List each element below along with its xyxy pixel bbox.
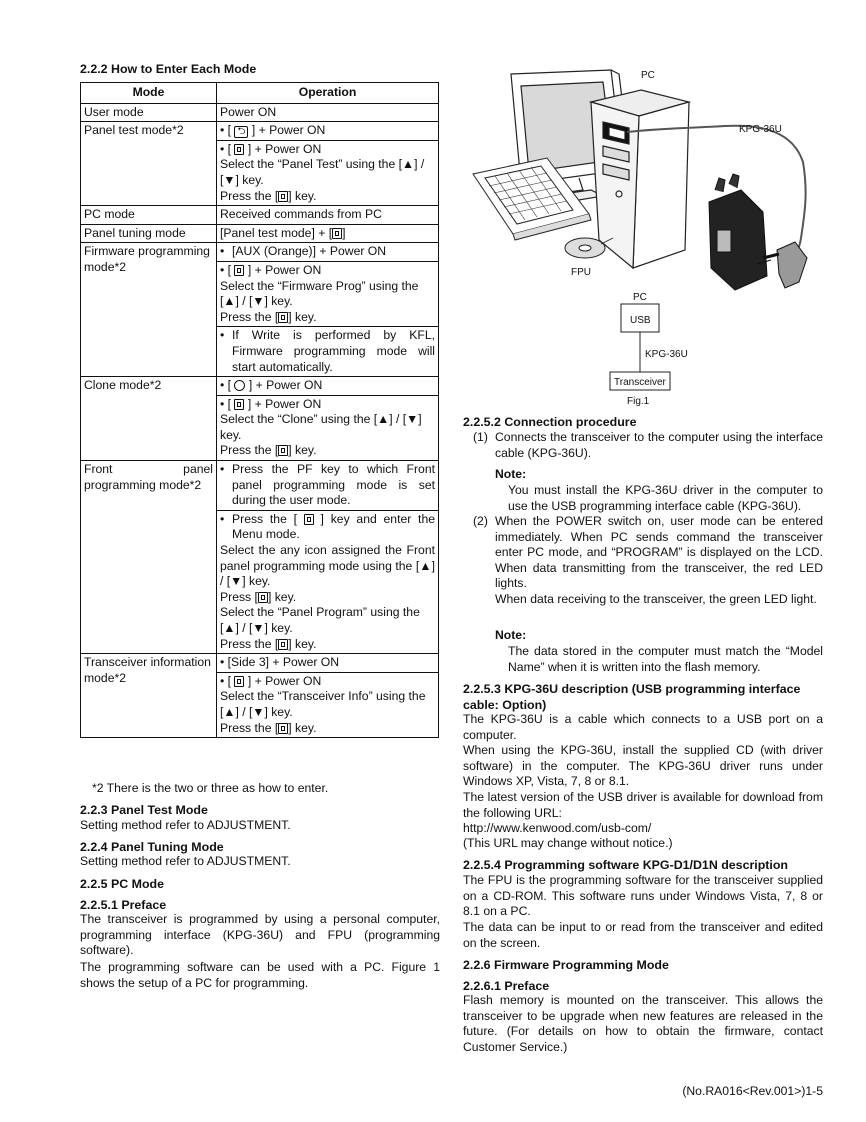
paragraph: The latest version of the USB driver is available for download from the following URL:: [463, 790, 823, 820]
step-1: [463, 430, 823, 461]
menu-key-icon: [278, 312, 288, 323]
operation-text: Press the [: [232, 511, 298, 526]
operation-text: ] + Power ON: [251, 123, 326, 138]
operation-text: ] key.: [288, 720, 317, 735]
paragraph: Setting method refer to ADJUSTMENT.: [80, 854, 291, 868]
section-heading-2-2-2: 2.2.2 How to Enter Each Mode: [80, 62, 257, 76]
mode-cell: Panel tuning mode: [81, 224, 217, 243]
block-label-pc: PC: [633, 292, 647, 303]
operation-text: ] + Power ON: [247, 673, 322, 688]
paragraph: The programming software can be used with a PC. Figure 1 shows the setup of a PC for programming.: [80, 960, 440, 990]
step-text: When the POWER switch on, user mode can be entered immediately. When PC sends command the transceiver enter PC mode, and “PROGRAM” is displayed on the LCD. When data transmitting from the transceiver, the red LED lights.: [495, 514, 823, 591]
table-row: [81, 461, 439, 511]
operation-cell: • [ ⮌ ] + Power ON: [217, 122, 439, 141]
table-row: [81, 103, 439, 122]
table-row: [81, 654, 439, 673]
table-row: [81, 206, 439, 225]
operation-text: Select the “Panel Test” using the [▲] / [▼] key.: [220, 157, 425, 187]
block-label-kpg-36u: KPG-36U: [645, 349, 688, 360]
menu-key-icon: [278, 191, 288, 202]
operation-text: [Side 3] + Power ON: [227, 655, 340, 670]
operation-text: Press [: [220, 589, 258, 604]
note-heading: Note:: [495, 467, 527, 481]
operation-cell: • [ ] + Power ON Select the “Clone” using the [▲] / [▼] key. Press the [ ] key.: [217, 395, 439, 460]
operation-text: ] + Power ON: [247, 396, 322, 411]
step-2: [463, 514, 823, 608]
step-text: Connects the transceiver to the computer using the interface cable (KPG-36U).: [495, 430, 823, 460]
mode-cell: Transceiver information mode*2: [81, 654, 217, 738]
paragraph: Setting method refer to ADJUSTMENT.: [80, 818, 291, 832]
operation-text: Select the any icon assigned the Front panel programming mode using the [▲] / [▼] key.: [220, 543, 435, 589]
mode-cell: Clone mode*2: [81, 377, 217, 461]
operation-text: Press the [: [220, 443, 279, 458]
pc-setup-figure: [463, 62, 843, 412]
menu-key-icon: [258, 592, 268, 603]
menu-key-icon: [304, 514, 314, 525]
footnote: *2 There is the two or three as how to enter.: [92, 781, 329, 795]
operation-cell: Received commands from PC: [217, 206, 439, 225]
operation-text: ] + Power ON: [247, 262, 322, 277]
circle-key-icon: [234, 380, 245, 391]
section-heading-2-2-5: 2.2.5 PC Mode: [80, 877, 165, 891]
operation-cell: • [ ] + Power ON Select the “Panel Test” using the [▲] / [▼] key. Press the [ ] key.: [217, 140, 439, 205]
label-fpu: FPU: [571, 267, 591, 278]
figure-caption: Fig.1: [627, 396, 650, 407]
table-header-row: [81, 83, 439, 104]
block-label-transceiver: Transceiver: [614, 377, 666, 388]
operation-text: Select the “Panel Program” using the [▲] / [▼] key.: [220, 605, 420, 635]
note-text: The data stored in the computer must match the “Model Name” when it is written into the flash memory.: [508, 644, 823, 674]
section-heading-2-2-6-1: 2.2.6.1 Preface: [463, 979, 550, 993]
menu-key-icon: [278, 723, 288, 734]
table-row: [81, 377, 439, 396]
mode-cell: Firmware programming mode*2: [81, 243, 217, 377]
header-mode: Mode: [81, 83, 217, 104]
operation-cell: • [ ] + Power ON Select the “Firmware Prog” using the [▲] / [▼] key. Press the [ ] key.: [217, 261, 439, 326]
menu-key-icon: [234, 144, 244, 155]
mode-cell: User mode: [81, 103, 217, 122]
menu-key-icon: [278, 445, 288, 456]
step-number: (2): [473, 514, 488, 528]
table-row: [81, 224, 439, 243]
page-footer: (No.RA016<Rev.001>)1-5: [682, 1084, 823, 1098]
paragraph: The data can be input to or read from the transceiver and edited on the screen.: [463, 920, 823, 950]
operation-text: ] key.: [288, 309, 317, 324]
section-heading-2-2-6: 2.2.6 Firmware Programming Mode: [463, 958, 669, 972]
menu-key-icon: [278, 639, 288, 650]
operation-text: ] key.: [267, 589, 297, 604]
mode-cell: PC mode: [81, 206, 217, 225]
operation-cell: [Panel test mode] + [ ]: [217, 224, 439, 243]
url-link[interactable]: http://www.kenwood.com/usb-com/: [463, 821, 652, 835]
operation-text: ] key and enter the Menu mode.: [232, 511, 435, 542]
operation-cell: • [AUX (Orange)] + Power ON: [217, 243, 439, 262]
menu-key-icon: [234, 676, 244, 687]
step-text: When data receiving to the transceiver, the green LED light.: [495, 591, 817, 606]
operation-cell: • [ ] + Power ON Select the “Transceiver Info” using the [▲] / [▼] key. Press the [ ] key.: [217, 672, 439, 737]
mode-cell: Front panel programming mode*2: [81, 461, 217, 654]
transceiver-icon: [709, 174, 807, 290]
section-heading-2-2-5-3: 2.2.5.3 KPG-36U description (USB programming interface cable: Option): [463, 682, 801, 712]
operation-text: Select the “Clone” using the [▲] / [▼] key.: [220, 412, 422, 442]
operation-cell: • Press the [ ] key and enter the Menu mode. Select the any icon assigned the Front panel programming mode using the [▲] / [▼] key. Press [ ] key. Select the “Panel Program” using the [▲] / [▼] key. Press the [ ] key.: [217, 510, 439, 653]
operation-text: [Panel test mode] + [: [220, 225, 333, 240]
operation-text: Press the [: [220, 188, 279, 203]
step-text-block: [495, 514, 823, 608]
operation-text: Press the [: [220, 636, 279, 651]
mode-table: [80, 82, 439, 738]
operation-text: Select the “Firmware Prog” using the [▲] / [▼] key.: [220, 278, 419, 309]
menu-key-icon: [234, 265, 244, 276]
section-heading-2-2-3: 2.2.3 Panel Test Mode: [80, 803, 208, 817]
operation-text: ] + Power ON: [248, 378, 323, 393]
operation-text: ] key.: [288, 443, 317, 458]
table-row: [81, 122, 439, 141]
block-label-usb: USB: [630, 315, 651, 326]
label-pc: PC: [641, 70, 655, 81]
back-arrow-icon: ⮌: [234, 126, 248, 138]
paragraph: The KPG-36U is a cable which connects to a USB port on a computer.: [463, 712, 823, 742]
operation-text: ] key.: [288, 636, 317, 651]
paragraph: When using the KPG-36U, install the supplied CD (with driver software) in the computer. The KPG-36U driver runs under Windows XP, Vista, 7, 8 or 8.1.: [463, 743, 823, 789]
menu-key-icon: [234, 399, 244, 410]
section-heading-2-2-5-2: 2.2.5.2 Connection procedure: [463, 415, 637, 429]
operation-text: Press the [: [220, 309, 279, 324]
step-number: (1): [473, 430, 488, 444]
paragraph: Flash memory is mounted on the transceiver. This allows the transceiver to be upgrade when new features are released in the future. (For details on how to obtain the firmware, contact Customer Service.): [463, 993, 823, 1054]
operation-cell: • [ ] + Power ON: [217, 377, 439, 396]
note-text: You must install the KPG-36U driver in the computer to use the USB programming interface cable (KPG-36U).: [508, 483, 823, 513]
operation-cell: • Press the PF key to which Front panel programming mode is set during the user mode.: [217, 461, 439, 511]
operation-text: Press the PF key to which Front panel programming mode is set during the user mode.: [232, 462, 435, 508]
paragraph: The FPU is the programming software for the transceiver supplied on a CD-ROM. This software runs under Windows Vista, 7, 8 or 8.1 on a PC.: [463, 873, 823, 919]
menu-key-icon: [332, 228, 342, 239]
section-heading-2-2-5-1: 2.2.5.1 Preface: [80, 898, 167, 912]
operation-text: [AUX (Orange)] + Power ON: [232, 244, 387, 259]
label-kpg-36u: KPG-36U: [739, 124, 782, 135]
note-heading: Note:: [495, 628, 527, 642]
section-heading-2-2-5-4: 2.2.5.4 Programming software KPG-D1/D1N description: [463, 858, 788, 872]
operation-text: ] + Power ON: [247, 141, 322, 156]
operation-text: ] key.: [288, 188, 317, 203]
operation-cell: • [Side 3] + Power ON: [217, 654, 439, 673]
mode-cell: Panel test mode*2: [81, 122, 217, 206]
operation-cell: Power ON: [217, 103, 439, 122]
paragraph: The transceiver is programmed by using a personal computer, programming interface (KPG-36U) and FPU (programming software).: [80, 912, 440, 958]
header-operation: Operation: [217, 83, 439, 104]
operation-text: Select the “Transceiver Info” using the [▲] / [▼] key.: [220, 689, 426, 719]
operation-cell: • If Write is performed by KFL, Firmware programming mode will start automatically.: [217, 327, 439, 377]
section-heading-2-2-4: 2.2.4 Panel Tuning Mode: [80, 840, 224, 854]
paragraph: (This URL may change without notice.): [463, 836, 673, 850]
table-row: [81, 243, 439, 262]
operation-text: If Write is performed by KFL, Firmware programming mode will start automatically.: [232, 328, 435, 374]
operation-text: Press the [: [220, 720, 279, 735]
